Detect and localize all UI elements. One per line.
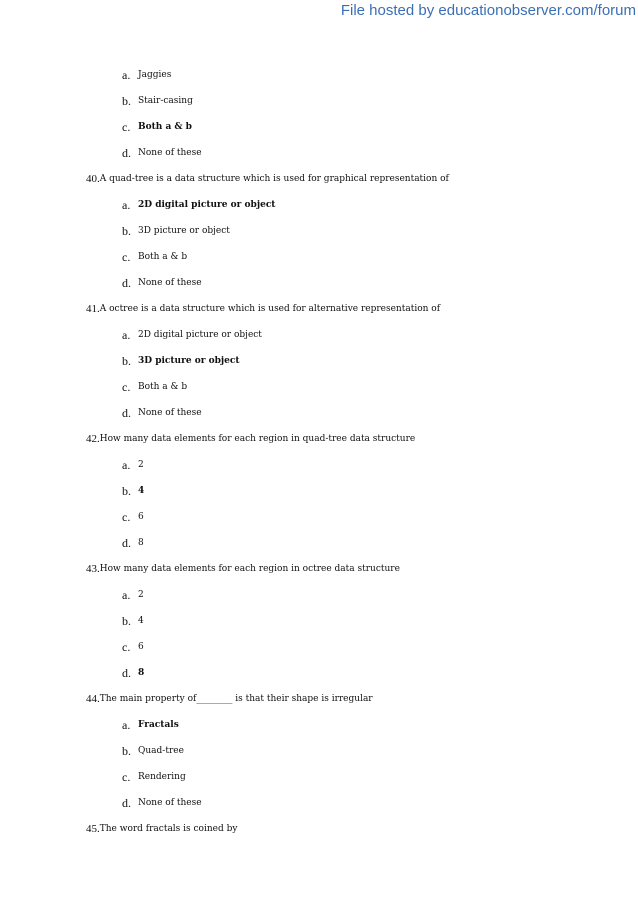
answer-option <box>86 530 626 556</box>
option-text: 6 <box>138 642 144 652</box>
answer-option <box>86 660 626 686</box>
option-letter: d. <box>122 275 131 290</box>
option-letter: a. <box>122 587 131 602</box>
question-text: The word fractals is coined by <box>99 824 238 834</box>
question-text: A octree is a data structure which is used for alternative representation of <box>99 304 441 314</box>
answer-option <box>86 790 626 816</box>
answer-option <box>86 114 626 140</box>
option-text: 3D picture or object <box>138 226 230 236</box>
watermark-text: File hosted by educationobserver.com/forum <box>340 2 636 19</box>
option-text: Jaggies <box>138 70 172 80</box>
answer-option <box>86 348 626 374</box>
option-letter: b. <box>122 743 131 758</box>
option-letter: c. <box>122 509 131 524</box>
question-text: The main property of________ is that their shape is irregular <box>99 694 373 704</box>
option-letter: c. <box>122 379 131 394</box>
answer-option <box>86 322 626 348</box>
question-row <box>86 426 626 452</box>
answer-option <box>86 244 626 270</box>
option-text: Both a & b <box>138 252 188 262</box>
option-text: 2 <box>138 460 144 470</box>
answer-option <box>86 140 626 166</box>
answer-option <box>86 400 626 426</box>
question-text: How many data elements for each region in quad-tree data structure <box>99 434 416 444</box>
answer-option <box>86 270 626 296</box>
question-text: A quad-tree is a data structure which is used for graphical representation of <box>99 174 449 184</box>
option-letter: d. <box>122 665 131 680</box>
option-text-correct: 8 <box>138 668 145 678</box>
option-letter: d. <box>122 145 131 160</box>
question-number: 44. <box>86 693 100 705</box>
option-text: 4 <box>138 616 144 626</box>
option-text-correct: 4 <box>138 486 145 496</box>
option-text: 2D digital picture or object <box>138 330 262 340</box>
option-text: None of these <box>138 408 202 418</box>
option-text: 6 <box>138 512 144 522</box>
option-text: None of these <box>138 148 202 158</box>
answer-option <box>86 88 626 114</box>
option-text: 8 <box>138 538 144 548</box>
question-row <box>86 166 626 192</box>
question-number: 43. <box>86 563 100 575</box>
answer-option <box>86 192 626 218</box>
option-letter: a. <box>122 457 131 472</box>
option-letter: b. <box>122 223 131 238</box>
answer-option <box>86 582 626 608</box>
answer-option <box>86 712 626 738</box>
option-text: None of these <box>138 278 202 288</box>
question-list <box>86 62 626 842</box>
option-text: 2 <box>138 590 144 600</box>
question-row <box>86 556 626 582</box>
option-letter: a. <box>122 327 131 342</box>
question-number: 40. <box>86 173 100 185</box>
option-text: Stair-casing <box>138 96 193 106</box>
option-text-correct: 3D picture or object <box>138 356 240 366</box>
option-letter: c. <box>122 249 131 264</box>
answer-option <box>86 634 626 660</box>
question-number: 42. <box>86 433 100 445</box>
answer-option <box>86 218 626 244</box>
question-row <box>86 296 626 322</box>
option-letter: a. <box>122 717 131 732</box>
option-text: Quad-tree <box>138 746 184 756</box>
answer-option <box>86 478 626 504</box>
option-letter: a. <box>122 197 131 212</box>
option-text: Rendering <box>138 772 186 782</box>
question-row <box>86 686 626 712</box>
option-text-correct: Both a & b <box>138 122 192 132</box>
option-letter: d. <box>122 405 131 420</box>
option-letter: b. <box>122 613 131 628</box>
option-text: Both a & b <box>138 382 188 392</box>
answer-option <box>86 764 626 790</box>
option-letter: b. <box>122 353 131 368</box>
answer-option <box>86 738 626 764</box>
answer-option <box>86 374 626 400</box>
question-number: 41. <box>86 303 100 315</box>
answer-option <box>86 608 626 634</box>
option-letter: c. <box>122 769 131 784</box>
option-letter: d. <box>122 795 131 810</box>
option-letter: b. <box>122 93 131 108</box>
option-letter: c. <box>122 639 131 654</box>
question-text: How many data elements for each region in octree data structure <box>99 564 400 574</box>
answer-option <box>86 504 626 530</box>
option-letter: a. <box>122 67 131 82</box>
answer-option <box>86 452 626 478</box>
option-letter: b. <box>122 483 131 498</box>
question-row <box>86 816 626 842</box>
option-letter: d. <box>122 535 131 550</box>
option-letter: c. <box>122 119 131 134</box>
answer-option <box>86 62 626 88</box>
option-text-correct: Fractals <box>138 720 179 730</box>
option-text: None of these <box>138 798 202 808</box>
option-text-correct: 2D digital picture or object <box>138 200 276 210</box>
question-number: 45. <box>86 823 100 835</box>
